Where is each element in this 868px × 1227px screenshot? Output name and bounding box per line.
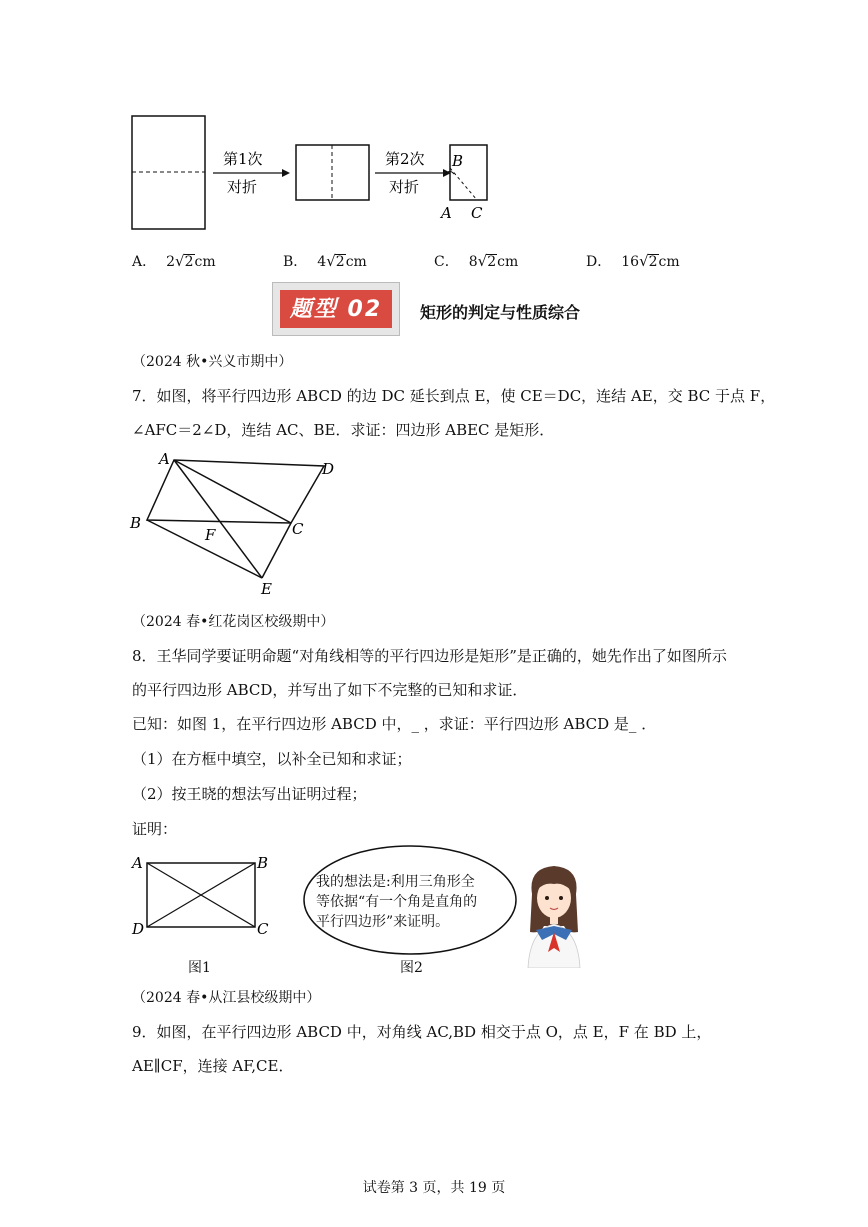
option-a: A． 2√2cm xyxy=(132,252,216,270)
q8-text-line1: 8．王华同学要证明命题“对角线相等的平行四边形是矩形”是正确的，她先作出了如图所示 xyxy=(132,647,727,665)
fold-label-c: C xyxy=(471,204,483,222)
q7-parallelogram-figure xyxy=(125,448,355,600)
option-a-unit: cm xyxy=(194,254,216,270)
q7-label-d: D xyxy=(322,460,335,478)
q8-fig1-caption: 图1 xyxy=(188,960,211,976)
option-a-letter: A． xyxy=(132,254,157,270)
q7-label-f: F xyxy=(205,526,216,544)
arrow2-text-1: 第2次 xyxy=(385,150,425,168)
arrow2-text-2: 对折 xyxy=(389,178,420,196)
option-b-radicand: 2 xyxy=(335,254,345,270)
q8-fig1-label-a: A xyxy=(132,854,143,872)
q8-source: （2024 春•红花岗区校级期中） xyxy=(132,614,335,630)
q8-fig1-label-c: C xyxy=(257,920,269,938)
q7-label-a: A xyxy=(159,450,170,468)
q8-text-line6: 证明： xyxy=(132,820,178,838)
option-d-radicand: 2 xyxy=(648,254,658,270)
q8-fig2-caption: 图2 xyxy=(400,960,423,976)
bubble-text-line2: 等依据“有一个角是直角的 xyxy=(316,894,478,910)
q7-label-c: C xyxy=(292,520,304,538)
q7-label-e: E xyxy=(261,580,272,598)
q8-figure1-rectangle xyxy=(125,850,285,940)
q9-text-line1: 9．如图，在平行四边形 ABCD 中，对角线 AC,BD 相交于点 O，点 E，F 在 BD 上， xyxy=(132,1023,712,1041)
arrow1-text-1: 第1次 xyxy=(223,150,263,168)
fold-label-a: A xyxy=(441,204,452,222)
arrow1-text-2: 对折 xyxy=(227,178,258,196)
q7-label-b: B xyxy=(130,514,142,532)
girl-illustration xyxy=(518,860,590,968)
q7-source: （2024 秋•兴义市期中） xyxy=(132,354,293,370)
fold-label-b: B xyxy=(452,152,464,170)
option-c-unit: cm xyxy=(497,254,519,270)
option-c-coef: 8 xyxy=(468,254,478,270)
q9-source: （2024 春•从江县校级期中） xyxy=(132,990,321,1006)
page-footer: 试卷第 3 页，共 19 页 xyxy=(362,1180,506,1196)
option-c-letter: C． xyxy=(434,254,459,270)
q7-text-line2: ∠AFC＝2∠D，连结 AC、BE．求证：四边形 ABEC 是矩形． xyxy=(132,421,555,439)
option-c: C． 8√2cm xyxy=(434,252,519,270)
option-a-radicand: 2 xyxy=(184,254,194,270)
q8-text-line2: 的平行四边形 ABCD，并写出了如下不完整的已知和求证． xyxy=(132,681,528,699)
section-badge-text: 题型 02 xyxy=(280,290,392,328)
option-b-coef: 4 xyxy=(317,254,327,270)
bubble-text-line1: 我的想法是:利用三角形全 xyxy=(316,874,475,890)
option-c-radicand: 2 xyxy=(487,254,497,270)
option-d-coef: 16 xyxy=(621,254,640,270)
option-d: D． 16√2cm xyxy=(586,252,680,270)
q8-text-line5: （2）按王晓的想法写出证明过程； xyxy=(132,785,367,803)
option-b-unit: cm xyxy=(345,254,367,270)
section-title: 矩形的判定与性质综合 xyxy=(420,303,581,322)
option-b-letter: B． xyxy=(283,254,308,270)
q7-text-line1: 7．如图，将平行四边形 ABCD 的边 DC 延长到点 E，使 CE＝DC，连结 AE，交 BC 于点 F， xyxy=(132,387,776,405)
q8-text-line4: （1）在方框中填空，以补全已知和求证； xyxy=(132,750,412,768)
q8-fig1-label-b: B xyxy=(257,854,269,872)
option-d-letter: D． xyxy=(586,254,612,270)
section-badge xyxy=(272,282,400,336)
bubble-text-line3: 平行四边形”来证明。 xyxy=(316,914,450,930)
option-a-coef: 2 xyxy=(166,254,176,270)
q8-text-line3: 已知：如图 1，在平行四边形 ABCD 中，_ ，求证：平行四边形 ABCD 是_ ． xyxy=(132,715,657,733)
option-d-unit: cm xyxy=(658,254,680,270)
q9-text-line2: AE∥CF，连接 AF,CE． xyxy=(132,1057,294,1075)
q8-fig1-label-d: D xyxy=(132,920,145,938)
option-b: B． 4√2cm xyxy=(283,252,367,270)
folding-figure xyxy=(125,110,505,230)
